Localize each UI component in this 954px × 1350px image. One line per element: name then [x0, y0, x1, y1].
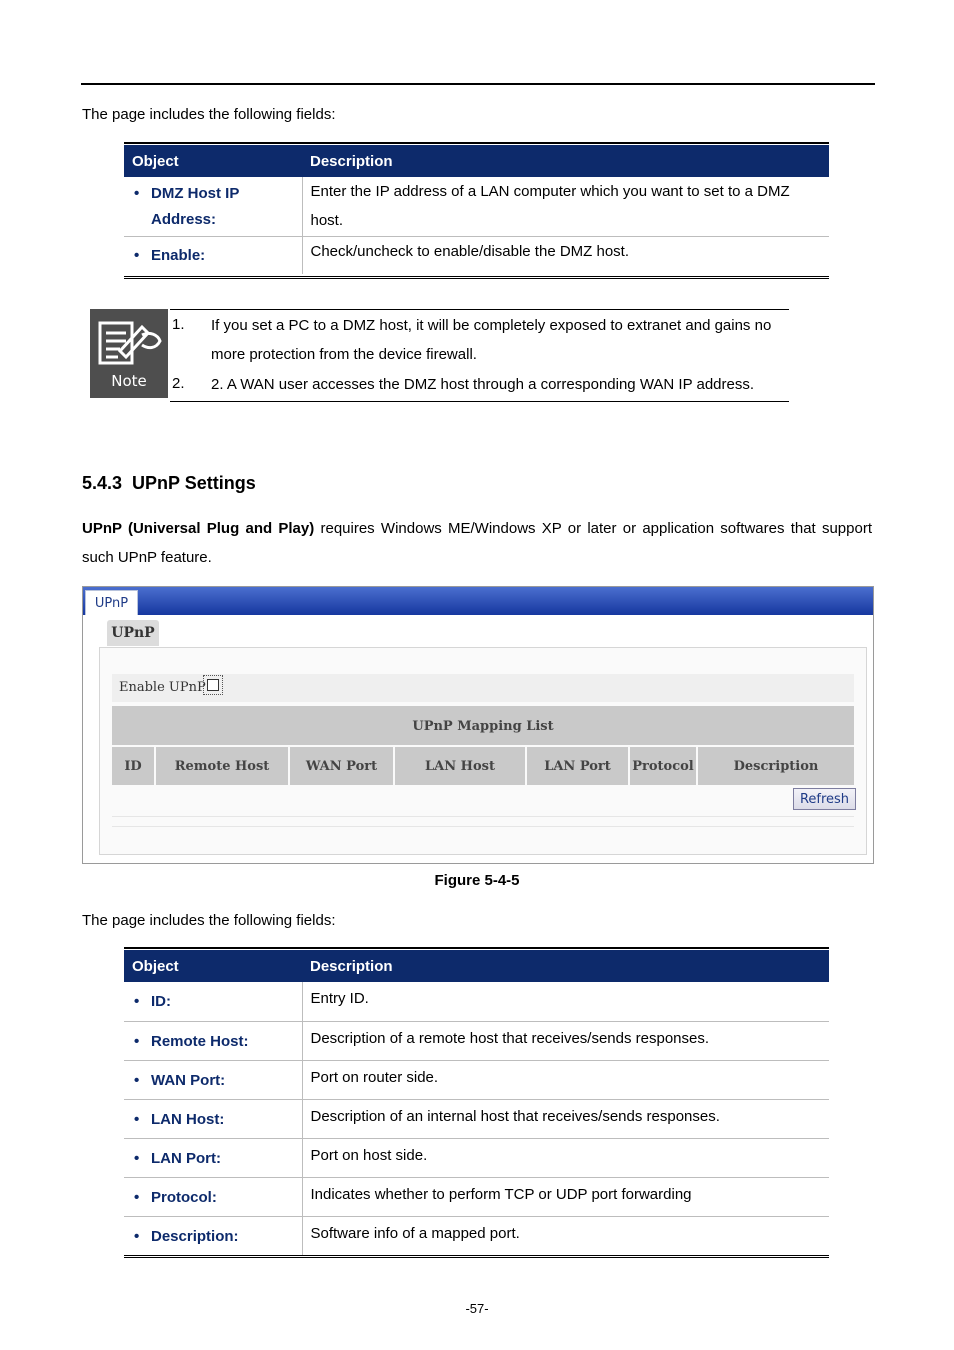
bullet-icon: •	[134, 1227, 140, 1245]
refresh-button[interactable]: Refresh	[793, 788, 856, 810]
field-name: LAN Host:	[151, 1110, 225, 1128]
intro-text-1: The page includes the following fields:	[82, 106, 336, 123]
note-bottom-rule	[170, 401, 789, 402]
bullet-icon: •	[134, 1188, 140, 1206]
column-header-object: Object	[124, 145, 302, 177]
field-name: Description:	[151, 1227, 239, 1245]
field-description: Enter the IP address of a LAN computer which you want to set to a DMZ host.	[302, 177, 829, 236]
field-description: Description of a remote host that receives/sends responses.	[302, 1021, 829, 1060]
bullet-icon: •	[134, 185, 140, 202]
note-text-2: 2. A WAN user accesses the DMZ host through a corresponding WAN IP address.	[211, 376, 755, 393]
header-rule	[81, 83, 875, 85]
field-description: Indicates whether to perform TCP or UDP port forwarding	[302, 1177, 829, 1216]
field-name: Protocol:	[151, 1188, 217, 1206]
field-description: Port on host side.	[302, 1138, 829, 1177]
fields-table-dmz	[124, 145, 829, 274]
field-description: Software info of a mapped port.	[310, 1224, 520, 1242]
table-row	[124, 1099, 829, 1138]
mapping-list-title: UPnP Mapping List	[112, 706, 854, 745]
note-text-1: If you set a PC to a DMZ host, it will be completely exposed to extranet and gains no more protection from the device firewall.	[211, 317, 772, 363]
bullet-icon: •	[134, 1110, 140, 1128]
note-pencil-icon	[90, 309, 168, 371]
table2-top-rule	[124, 947, 829, 949]
field-description: Description of an internal host that receives/sends responses.	[302, 1099, 829, 1138]
table1-bottom-rule	[124, 276, 829, 279]
table-row	[124, 177, 829, 236]
panel-divider	[112, 816, 854, 817]
table-row	[124, 1021, 829, 1060]
table-row	[124, 236, 829, 274]
column-protocol: Protocol	[630, 747, 696, 785]
bullet-icon: •	[134, 246, 140, 264]
bullet-icon: •	[134, 993, 140, 1010]
enable-upnp-checkbox[interactable]	[203, 675, 223, 695]
upnp-term: UPnP (Universal Plug and Play)	[82, 520, 315, 537]
column-description: Description	[698, 747, 854, 785]
table-row	[124, 1177, 829, 1216]
column-remote-host: Remote Host	[156, 747, 288, 785]
bullet-icon: •	[134, 1071, 140, 1089]
upnp-description: requires Windows ME/Windows XP or later or application softwares that support such UPnP feature.	[82, 520, 872, 566]
note-number: 2.	[172, 375, 185, 392]
fields-table-upnp	[124, 950, 829, 1255]
upnp-screenshot	[82, 586, 874, 864]
table-row	[124, 982, 829, 1021]
section-paragraph	[82, 514, 872, 572]
mapping-list-header	[112, 747, 854, 785]
field-name: WAN Port:	[151, 1071, 226, 1089]
note-icon	[90, 309, 168, 398]
field-description: Check/uncheck to enable/disable the DMZ host.	[310, 242, 630, 260]
field-name: Enable:	[151, 246, 206, 264]
inner-tab-upnp[interactable]: UPnP	[107, 620, 159, 646]
field-name: LAN Port:	[151, 1149, 221, 1167]
bullet-icon: •	[134, 1032, 140, 1050]
field-description: Entry ID.	[302, 982, 829, 1021]
intro-text-2: The page includes the following fields:	[82, 912, 336, 929]
table1-top-rule	[124, 142, 829, 144]
field-name: Remote Host:	[151, 1032, 249, 1050]
column-wan-port: WAN Port	[290, 747, 393, 785]
table-row	[124, 1060, 829, 1099]
field-description: Port on router side.	[302, 1060, 829, 1099]
panel-divider	[112, 826, 854, 827]
note-number: 1.	[172, 316, 185, 333]
upnp-panel	[99, 647, 867, 855]
note-label: Note	[111, 372, 147, 390]
table-row	[124, 1216, 829, 1255]
field-name: DMZ Host IP Address:	[151, 185, 240, 228]
field-name: ID:	[151, 993, 171, 1010]
column-header-description: Description	[302, 145, 829, 177]
table2-bottom-rule	[124, 1255, 829, 1258]
tab-upnp[interactable]: UPnP	[85, 590, 138, 615]
figure-caption: Figure 5-4-5	[434, 872, 520, 889]
column-header-object: Object	[124, 950, 302, 982]
page-number: -57-	[465, 1301, 489, 1316]
window-title-bar	[83, 587, 873, 615]
note-top-rule	[170, 309, 789, 310]
column-id: ID	[112, 747, 154, 785]
bullet-icon: •	[134, 1149, 140, 1167]
column-lan-port: LAN Port	[527, 747, 628, 785]
column-lan-host: LAN Host	[395, 747, 525, 785]
column-header-description: Description	[302, 950, 829, 982]
enable-upnp-label: Enable UPnP	[119, 680, 206, 695]
table-row	[124, 1138, 829, 1177]
enable-upnp-row	[112, 674, 854, 702]
section-heading: 5.4.3 UPnP Settings	[82, 473, 256, 493]
